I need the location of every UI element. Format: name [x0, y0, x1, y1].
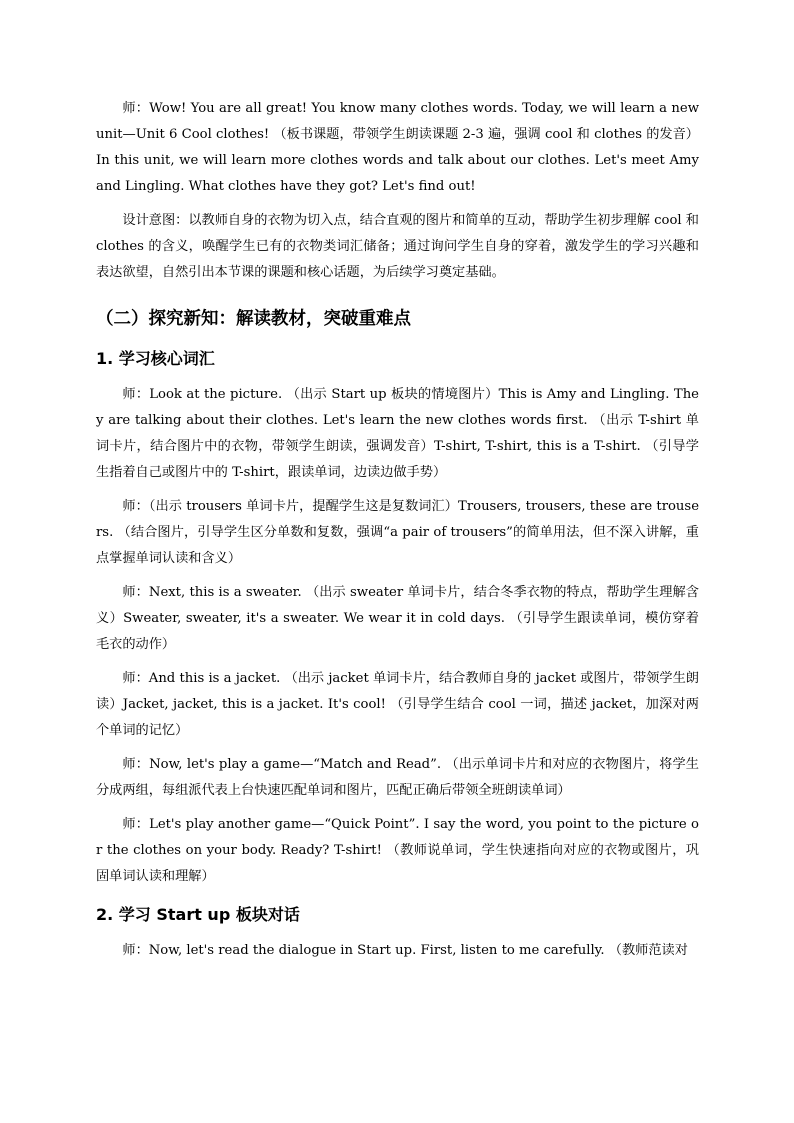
paragraph-quick-point-game: 师：Let's play another game—“Quick Point”. I say the word, you point to the picture or the clothes on your body. Ready? T-shirt! （教师说单词，学生快速指向对应的衣物或图片，巩固单词认读和理解）	[96, 817, 699, 884]
paragraph-design-intent: 设计意图：以教师自身的衣物为切入点，结合直观的图片和简单的互动，帮助学生初步理解 cool 和 clothes 的含义，唤醒学生已有的衣物类词汇储备；通过询问学生自身的穿着，激发学生的学习兴趣和表达欲望，自然引出本节课的课题和核心话题，为后续学习奠定基础。	[96, 213, 699, 280]
section-heading: （二）探究新知：解读教材，突破重难点	[96, 309, 411, 329]
paragraph-tshirt: 师：Look at the picture. （出示 Start up 板块的情境图片）This is Amy and Lingling. They are talking about their clothes. Let's learn the new clothes words first. （出示 T-shirt 单词卡片，结合图片中的衣物，带领学生朗读，强调发音）T-shirt, T-shirt, this is a T-shirt. （引导学生指着自己或图片中的 T-shirt，跟读单词，边读边做手势）	[96, 387, 699, 480]
document-page	[96, 96, 699, 972]
paragraph-sweater: 师：Next, this is a sweater. （出示 sweater 单词卡片，结合冬季衣物的特点，帮助学生理解含义）Sweater, sweater, it's a sweater. We wear it in cold days. （引导学生跟读单词，模仿穿着毛衣的动作）	[96, 585, 699, 652]
subsection-heading-dialogue: 2. 学习 Start up 板块对话	[96, 905, 300, 924]
subsection-heading-vocabulary: 1. 学习核心词汇	[96, 349, 215, 368]
paragraph-dialogue: 师：Now, let's read the dialogue in Start up. First, listen to me carefully. （教师范读对	[122, 943, 688, 958]
paragraph-jacket: 师：And this is a jacket. （出示 jacket 单词卡片，结合教师自身的 jacket 或图片，带领学生朗读）Jacket, jacket, this is a jacket. It's cool! （引导学生结合 cool 一词，描述 jacket，加深对两个单词的记忆）	[96, 671, 699, 738]
paragraph-intro: 师：Wow! You are all great! You know many clothes words. Today, we will learn a new unit—Unit 6 Cool clothes! （板书课题，带领学生朗读课题 2-3 遍，强调 cool 和 clothes 的发音）In this unit, we will learn more clothes words and talk about our clothes. Let's meet Amy and Lingling. What clothes have they got? Let's find out!	[96, 101, 699, 194]
paragraph-match-game: 师：Now, let's play a game—“Match and Read”. （出示单词卡片和对应的衣物图片，将学生分成两组，每组派代表上台快速匹配单词和图片，匹配正确后带领全班朗读单词）	[96, 757, 699, 798]
paragraph-trousers: 师：（出示 trousers 单词卡片，提醒学生这是复数词汇）Trousers, trousers, these are trousers. （结合图片，引导学生区分单数和复数，强调“a pair of trousers”的简单用法，但不深入讲解，重点掌握单词认读和含义）	[96, 499, 699, 566]
